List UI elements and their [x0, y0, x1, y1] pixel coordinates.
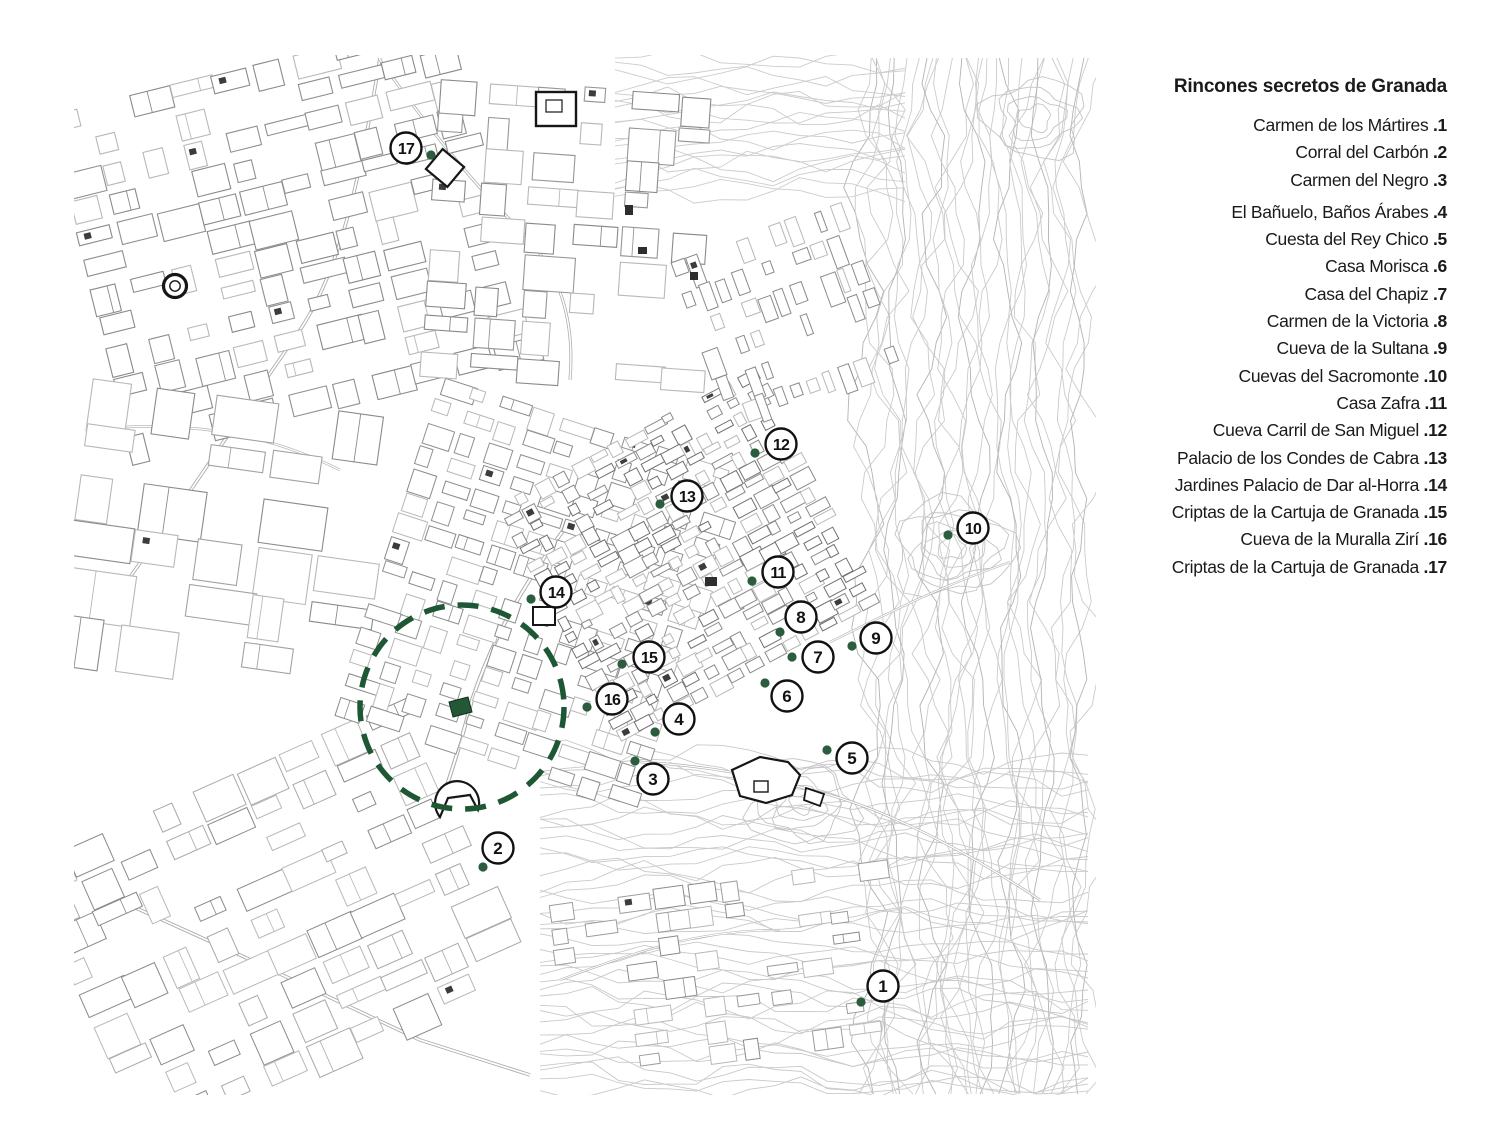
marker-number-13: 13 — [678, 489, 696, 506]
map-marker-11 — [763, 557, 794, 588]
marker-number-6: 6 — [782, 687, 792, 706]
legend-item-label: Cuevas del Sacromonte — [1238, 365, 1419, 386]
marker-dot-1 — [856, 997, 865, 1006]
map-marker-8 — [786, 602, 817, 633]
marker-dot-2 — [478, 862, 487, 871]
marker-dot-7 — [787, 652, 796, 661]
legend-item-13 — [1027, 445, 1447, 472]
marker-dot-13 — [655, 499, 664, 508]
legend-item-number: .7 — [1428, 283, 1447, 304]
marker-dot-3 — [630, 756, 639, 765]
marker-dot-11 — [747, 576, 756, 585]
legend-item-number: .17 — [1419, 556, 1447, 577]
map-marker-6 — [772, 681, 803, 712]
legend-item-number: .11 — [1419, 392, 1447, 413]
marker-dot-5 — [822, 745, 831, 754]
legend-item-6 — [1027, 253, 1447, 280]
legend-item-14 — [1027, 472, 1447, 499]
legend-item-label: Criptas de la Cartuja de Granada — [1171, 502, 1419, 523]
legend-item-number: .14 — [1419, 474, 1447, 495]
map-marker-13 — [672, 481, 703, 512]
marker-number-15: 15 — [640, 650, 658, 667]
legend-item-2 — [1027, 139, 1447, 166]
legend-item-number: .16 — [1419, 529, 1447, 550]
map-marker-15 — [634, 642, 665, 673]
legend-item-label: Cuesta del Rey Chico — [1265, 229, 1429, 250]
legend-item-10 — [1027, 363, 1447, 390]
marker-dot-10 — [943, 530, 952, 539]
legend-item-number: .6 — [1428, 256, 1447, 277]
legend-item-17 — [1027, 554, 1447, 581]
marker-number-1: 1 — [878, 977, 888, 996]
map-marker-12 — [766, 429, 797, 460]
marker-number-10: 10 — [964, 521, 982, 538]
legend-item-label: Casa Zafra — [1336, 392, 1420, 413]
legend-item-label: Jardines Palacio de Dar al-Horra — [1174, 474, 1419, 495]
legend-item-number: .15 — [1419, 502, 1447, 523]
map-marker-16 — [597, 684, 628, 715]
map-marker-17 — [391, 133, 422, 164]
legend-item-label: Palacio de los Condes de Cabra — [1177, 447, 1419, 468]
marker-number-7: 7 — [813, 648, 823, 667]
legend-item-label: Criptas de la Cartuja de Granada — [1171, 556, 1419, 577]
marker-number-8: 8 — [796, 608, 806, 627]
marker-dot-17 — [426, 150, 435, 159]
marker-number-14: 14 — [547, 585, 565, 602]
legend — [1027, 76, 1447, 581]
legend-item-7 — [1027, 281, 1447, 308]
map-marker-4 — [664, 704, 695, 735]
legend-item-number: .4 — [1428, 201, 1447, 222]
legend-item-label: Carmen del Negro — [1290, 169, 1429, 190]
legend-item-label: Casa del Chapiz — [1304, 283, 1429, 304]
legend-item-number: .12 — [1419, 420, 1447, 441]
legend-item-number: .1 — [1428, 115, 1447, 135]
map-marker-7 — [803, 642, 834, 673]
legend-item-11 — [1027, 390, 1447, 417]
marker-dot-4 — [650, 727, 659, 736]
legend-item-4 — [1027, 199, 1447, 226]
map-marker-10 — [958, 513, 989, 544]
marker-dot-8 — [775, 627, 784, 636]
map-marker-5 — [837, 743, 868, 774]
marker-dot-15 — [617, 659, 626, 668]
marker-number-17: 17 — [397, 141, 415, 158]
legend-item-label: El Bañuelo, Baños Árabes — [1231, 201, 1429, 222]
legend-item-label: Cueva de la Sultana — [1276, 338, 1429, 359]
map-marker-3 — [638, 764, 669, 795]
legend-item-number: .9 — [1428, 338, 1447, 359]
legend-item-label: Corral del Carbón — [1295, 142, 1429, 163]
marker-number-3: 3 — [648, 770, 658, 789]
legend-item-12 — [1027, 417, 1447, 444]
marker-number-11: 11 — [770, 565, 786, 582]
legend-item-5 — [1027, 226, 1447, 253]
map-marker-1 — [868, 971, 899, 1002]
map-artwork — [21, 13, 1109, 1137]
legend-item-label: Carmen de los Mártires — [1253, 115, 1429, 135]
legend-item-16 — [1027, 526, 1447, 553]
marker-dot-16 — [582, 702, 591, 711]
legend-item-number: .13 — [1419, 447, 1447, 468]
map-marker-14 — [541, 577, 572, 608]
legend-item-9 — [1027, 335, 1447, 362]
marker-dot-6 — [760, 678, 769, 687]
legend-item-number: .10 — [1419, 365, 1447, 386]
legend-title: Rincones secretos de Granada — [1173, 76, 1447, 97]
marker-number-9: 9 — [871, 629, 881, 648]
marker-dot-12 — [750, 448, 759, 457]
legend-item-number: .2 — [1428, 142, 1447, 163]
legend-item-label: Cueva de la Muralla Zirí — [1240, 529, 1419, 550]
marker-number-2: 2 — [493, 839, 503, 858]
legend-item-number: .8 — [1428, 311, 1447, 332]
marker-number-12: 12 — [772, 437, 790, 454]
legend-item-number: .5 — [1428, 229, 1447, 250]
legend-item-15 — [1027, 499, 1447, 526]
legend-item-1 — [1027, 112, 1447, 139]
marker-dot-14 — [526, 594, 535, 603]
legend-item-8 — [1027, 308, 1447, 335]
legend-item-label: Cueva Carril de San Miguel — [1212, 420, 1419, 441]
marker-dot-9 — [847, 641, 856, 650]
legend-item-label: Carmen de la Victoria — [1266, 311, 1429, 332]
map-marker-2 — [483, 833, 514, 864]
legend-item-number: .3 — [1428, 169, 1447, 190]
legend-item-3 — [1027, 167, 1447, 194]
marker-number-5: 5 — [847, 749, 857, 768]
map-marker-9 — [861, 623, 892, 654]
marker-number-4: 4 — [674, 710, 684, 729]
legend-list — [1027, 112, 1447, 581]
legend-item-label: Casa Morisca — [1325, 256, 1429, 277]
marker-number-16: 16 — [603, 692, 621, 709]
